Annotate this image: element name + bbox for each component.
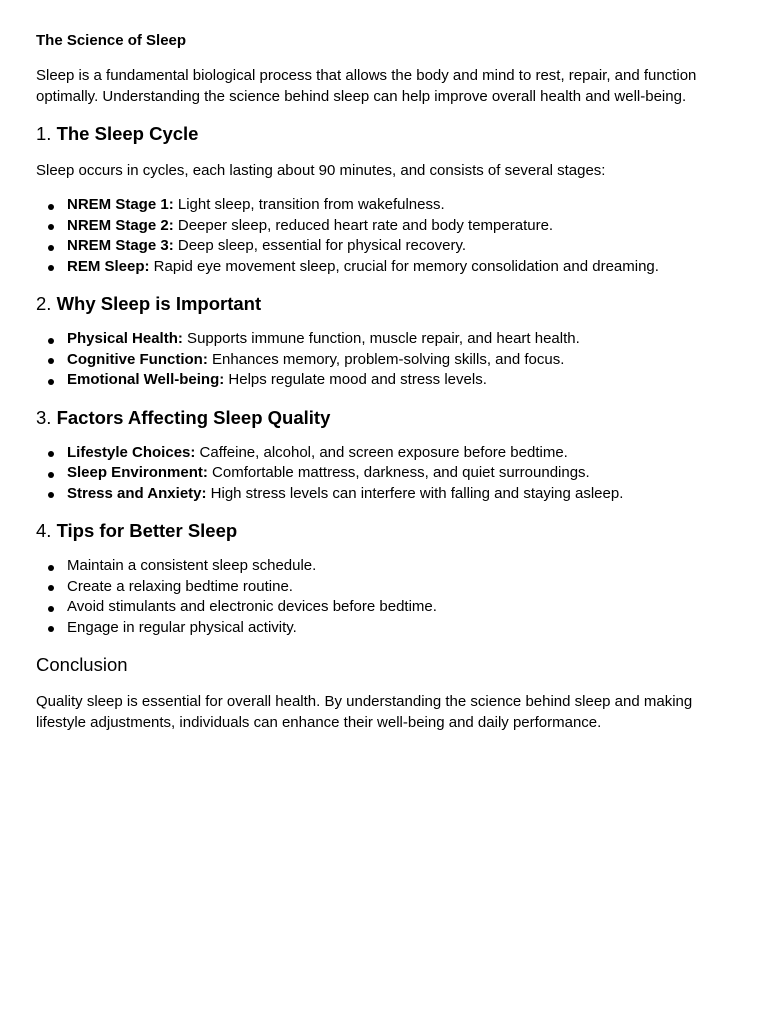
bullet-icon — [48, 606, 54, 612]
list-item-term: Stress and Anxiety: — [67, 484, 207, 502]
list-item-text: Rapid eye movement sleep, crucial for memory consolidation and dreaming. — [149, 257, 659, 275]
list-item — [48, 236, 732, 257]
bullet-icon — [48, 585, 54, 591]
section-number: 3. — [36, 406, 52, 428]
section-title: Why Sleep is Important — [56, 293, 262, 314]
bullet-icon — [48, 626, 54, 632]
list-item — [48, 597, 732, 618]
list-item-text: Deep sleep, essential for physical recovery. — [173, 237, 467, 254]
list-item-text: Create a relaxing bedtime routine. — [67, 577, 293, 595]
list-item-term: Physical Health: — [67, 330, 183, 347]
list-item-text: Avoid stimulants and electronic devices before bedtime. — [67, 598, 437, 615]
list-item — [48, 484, 732, 505]
section-heading-tips-better-sleep — [36, 520, 732, 542]
bullet-icon — [48, 472, 54, 478]
list-item — [48, 216, 732, 237]
list-item-term: NREM Stage 2: — [67, 216, 174, 234]
sleep-stages-list — [36, 195, 732, 277]
list-item-term: Lifestyle Choices: — [67, 443, 196, 461]
list-item-text: Enhances memory, problem-solving skills, and focus. — [207, 350, 565, 368]
list-item — [48, 370, 732, 391]
section-number: 4. — [36, 520, 52, 541]
list-item-term: Cognitive Function: — [67, 350, 208, 368]
sleep-factors-list — [36, 443, 732, 505]
list-item-term: NREM Stage 1: — [67, 196, 174, 213]
list-item — [48, 443, 732, 464]
list-item — [48, 195, 732, 216]
bullet-icon — [48, 379, 54, 385]
list-item-term: Sleep Environment: — [67, 464, 208, 481]
list-item — [48, 556, 732, 577]
bullet-icon — [48, 492, 54, 498]
section-heading-why-sleep-important — [36, 293, 732, 315]
bullet-icon — [48, 265, 54, 271]
sleep-tips-list — [36, 556, 732, 638]
bullet-icon — [48, 565, 54, 571]
section-number: 2. — [36, 293, 52, 314]
list-item-term: NREM Stage 3: — [67, 237, 174, 254]
list-item-text: Deeper sleep, reduced heart rate and body temperature. — [173, 216, 554, 234]
list-item — [48, 257, 732, 278]
list-item-text: Light sleep, transition from wakefulness. — [173, 196, 445, 213]
list-item-text: Comfortable mattress, darkness, and quiet surroundings. — [207, 464, 590, 481]
section-title: Tips for Better Sleep — [56, 520, 238, 541]
intro-paragraph: Sleep is a fundamental biological process that allows the body and mind to rest, repair, and function optimally. Understanding the science behind sleep can help improve overall health and well-being. — [36, 67, 697, 105]
bullet-icon — [48, 338, 54, 344]
list-item — [48, 329, 732, 350]
section-intro-paragraph: Sleep occurs in cycles, each lasting about 90 minutes, and consists of several stages: — [36, 162, 606, 179]
section-heading-sleep-cycle — [36, 123, 732, 145]
section-title: Factors Affecting Sleep Quality — [56, 406, 331, 428]
section-number: 1. — [36, 123, 52, 144]
list-item-text: Engage in regular physical activity. — [67, 618, 297, 636]
conclusion-paragraph: Quality sleep is essential for overall health. By understanding the science behind sleep and making lifestyle adjustments, individuals can enhance their well-being and daily performance. — [36, 693, 693, 731]
list-item-text: High stress levels can interfere with falling and staying asleep. — [206, 484, 624, 502]
list-item — [48, 350, 732, 371]
list-item-text: Maintain a consistent sleep schedule. — [67, 557, 317, 574]
list-item — [48, 618, 732, 639]
list-item-text: Helps regulate mood and stress levels. — [224, 371, 487, 388]
bullet-icon — [48, 224, 54, 230]
list-item-term: REM Sleep: — [67, 257, 150, 275]
list-item-text: Supports immune function, muscle repair, and heart health. — [182, 330, 580, 347]
list-item — [48, 463, 732, 484]
list-item-term: Emotional Well-being: — [67, 371, 225, 388]
conclusion-heading: Conclusion — [36, 654, 128, 675]
bullet-icon — [48, 204, 54, 210]
list-item — [48, 577, 732, 598]
sleep-importance-list — [36, 329, 732, 391]
list-item-text: Caffeine, alcohol, and screen exposure before bedtime. — [195, 443, 568, 461]
section-title: The Sleep Cycle — [56, 123, 199, 144]
section-heading-factors-affecting-sleep — [36, 407, 732, 429]
bullet-icon — [48, 245, 54, 251]
bullet-icon — [48, 358, 54, 364]
bullet-icon — [48, 451, 54, 457]
document-title: The Science of Sleep — [36, 32, 187, 49]
